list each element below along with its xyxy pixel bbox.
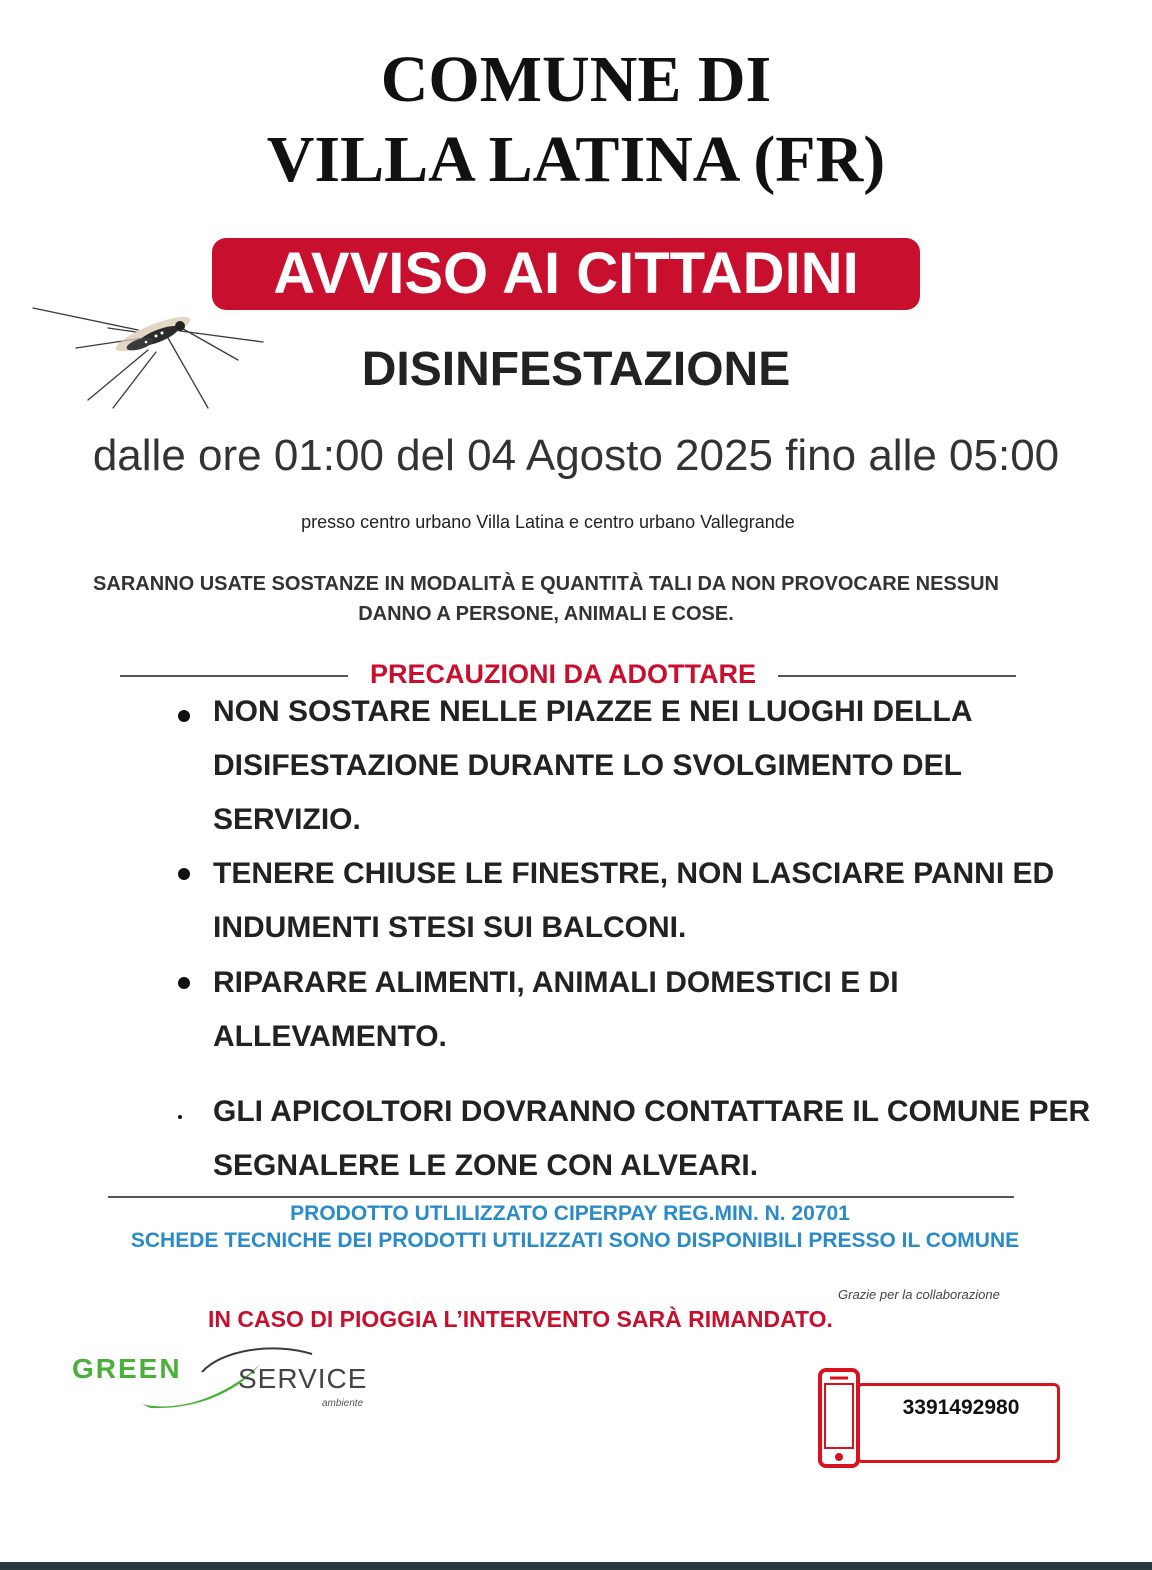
bullet-icon: [178, 868, 190, 880]
safety-notice: [0, 569, 1092, 629]
thanks-note: Grazie per la collaborazione: [838, 1287, 1000, 1302]
safety-notice-line2: DANNO A PERSONE, ANIMALI E COSE.: [358, 603, 734, 625]
phone-icon: [818, 1368, 860, 1468]
logo-word-service: SERVICE: [238, 1363, 368, 1394]
phone-box: [856, 1383, 1060, 1463]
footer-bar: [0, 1562, 1152, 1570]
safety-notice-line1: SARANNO USATE SOSTANZE IN MODALITÀ E QUANTITÀ TALI DA NON PROVOCARE NESSUN: [93, 573, 999, 595]
divider-right: [778, 675, 1016, 677]
bullet-icon: [178, 710, 190, 722]
precautions-title: PRECAUZIONI DA ADOTTARE: [370, 659, 756, 689]
datasheet-info: SCHEDE TECNICHE DEI PRODOTTI UTILIZZATI SONO DISPONIBILI PRESSO IL COMUNE: [130, 1229, 1020, 1252]
precaution-item: GLI APICOLTORI DOVRANNO CONTATTARE IL COMUNE PER SEGNALERE LE ZONE CON ALVEARI.: [213, 1095, 1091, 1182]
bullet-icon: [178, 1115, 182, 1119]
precaution-item: TENERE CHIUSE LE FINESTRE, NON LASCIARE PANNI ED INDUMENTI STESI SUI BALCONI.: [213, 857, 1055, 944]
bullet-icon: [178, 977, 190, 989]
location-text: presso centro urbano Villa Latina e centro urbano Vallegrande: [301, 512, 795, 532]
product-info: PRODOTTO UTLILIZZATO CIPERPAY REG.MIN. N. 20701: [290, 1202, 850, 1225]
phone-number[interactable]: 3391492980: [902, 1396, 1020, 1419]
divider-left: [120, 675, 348, 677]
header-title-line1: COMUNE DI: [380, 43, 772, 116]
precaution-item: NON SOSTARE NELLE PIAZZE E NEI LUOGHI DELLA DISIFESTAZIONE DURANTE LO SVOLGIMENTO DEL SERVIZIO.: [213, 695, 972, 836]
header-title-line2: VILLA LATINA (FR): [266, 123, 886, 196]
precaution-item: RIPARARE ALIMENTI, ANIMALI DOMESTICI E DI ALLEVAMENTO.: [213, 966, 899, 1053]
schedule-dateline: dalle ore 01:00 del 04 Agosto 2025 fino alle 05:00: [92, 431, 1060, 480]
rain-notice: IN CASO DI PIOGGIA L’INTERVENTO SARÀ RIMANDATO.: [208, 1306, 833, 1332]
subtitle: DISINFESTAZIONE: [361, 343, 791, 396]
divider-bottom: [108, 1196, 1014, 1198]
notice-banner: AVVISO AI CITTADINI: [212, 238, 920, 310]
logo-tagline: ambiente: [322, 1398, 364, 1409]
green-service-logo: [72, 1342, 392, 1414]
logo-word-green: GREEN: [72, 1353, 182, 1384]
